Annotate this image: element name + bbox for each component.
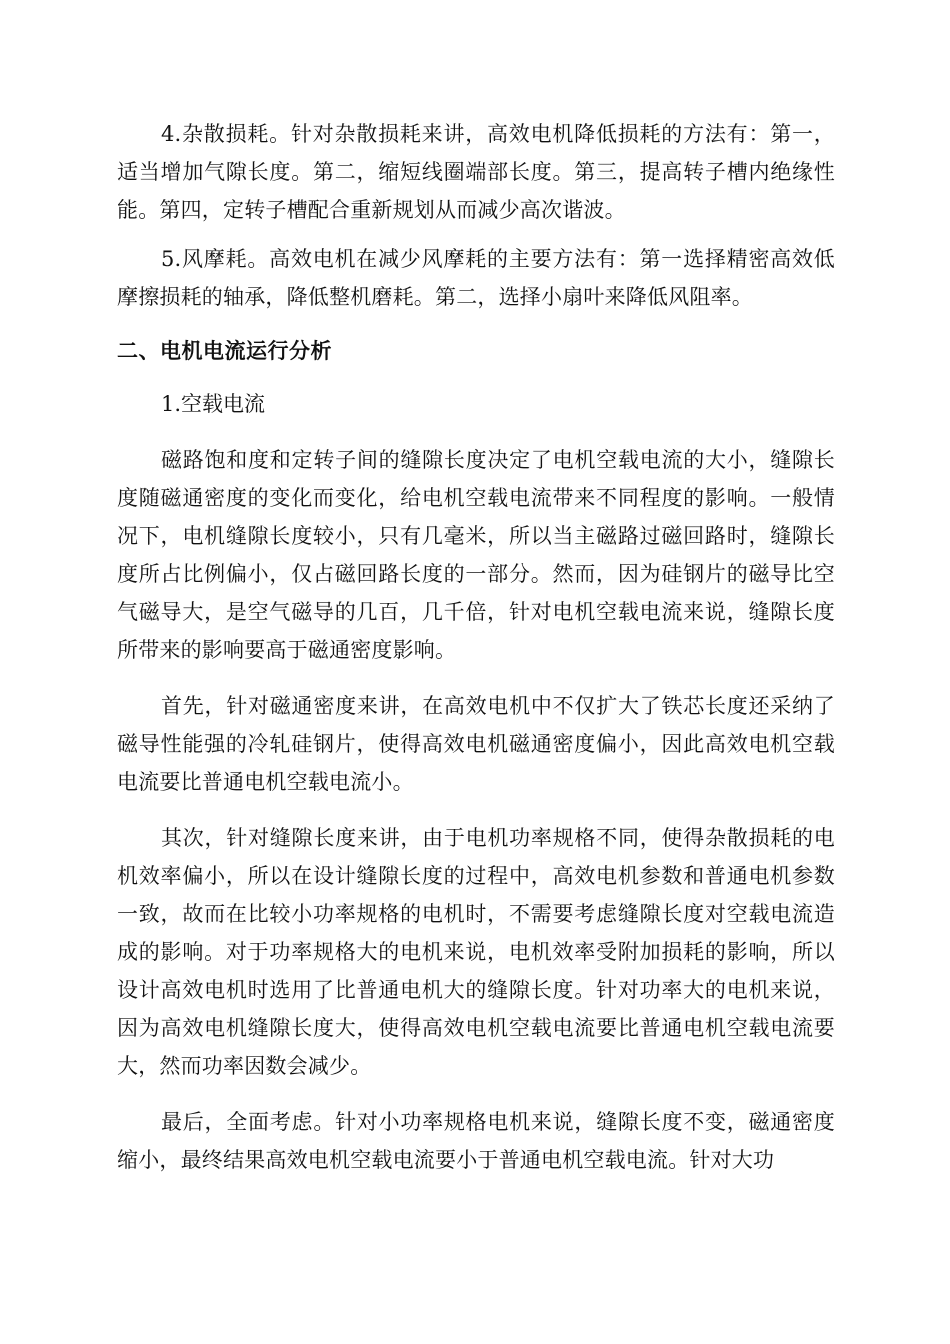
document-page bbox=[117, 115, 835, 1179]
paragraph-windage-loss: 5.风摩耗。高效电机在减少风摩耗的主要方法有：第一选择精密高效低摩擦损耗的轴承，降低整机磨耗。第二，选择小扇叶来降低风阻率。 bbox=[117, 247, 835, 309]
paragraph-conclusion: 最后，全面考虑。针对小功率规格电机来说，缝隙长度不变，磁通密度缩小，最终结果高效电机空载电流要小于普通电机空载电流。针对大功 bbox=[117, 1110, 835, 1172]
paragraph-no-load-current: 磁路饱和度和定转子间的缝隙长度决定了电机空载电流的大小，缝隙长度随磁通密度的变化而变化，给电机空载电流带来不同程度的影响。一般情况下，电机缝隙长度较小，只有几毫米，所以当主磁路过磁回路时，缝隙长度所占比例偏小，仅占磁回路长度的一部分。然而，因为硅钢片的磁导比空气磁导大，是空气磁导的几百，几千倍，针对电机空载电流来说，缝隙长度所带来的影响要高于磁通密度影响。 bbox=[117, 448, 835, 662]
section-heading: 二、电机电流运行分析 bbox=[117, 339, 332, 363]
paragraph-gap-length: 其次，针对缝隙长度来讲，由于电机功率规格不同，使得杂散损耗的电机效率偏小，所以在设计缝隙长度的过程中，高效电机参数和普通电机参数一致，故而在比较小功率规格的电机时，不需要考虑缝隙长度对空载电流造成的影响。对于功率规格大的电机来说，电机效率受附加损耗的影响，所以设计高效电机时选用了比普通电机大的缝隙长度。针对功率大的电机来说，因为高效电机缝隙长度大，使得高效电机空载电流要比普通电机空载电流要大，然而功率因数会减少。 bbox=[117, 826, 835, 1078]
paragraph-stray-loss: 4.杂散损耗。针对杂散损耗来讲，高效电机降低损耗的方法有：第一，适当增加气隙长度。第二，缩短线圈端部长度。第三，提高转子槽内绝缘性能。第四，定转子槽配合重新规划从而减少高次谐波。 bbox=[117, 122, 835, 222]
subsection-heading: 1.空载电流 bbox=[161, 392, 266, 416]
paragraph-flux-density: 首先，针对磁通密度来讲，在高效电机中不仅扩大了铁芯长度还采纳了磁导性能强的冷轧硅钢片，使得高效电机磁通密度偏小，因此高效电机空载电流要比普通电机空载电流小。 bbox=[117, 694, 835, 794]
